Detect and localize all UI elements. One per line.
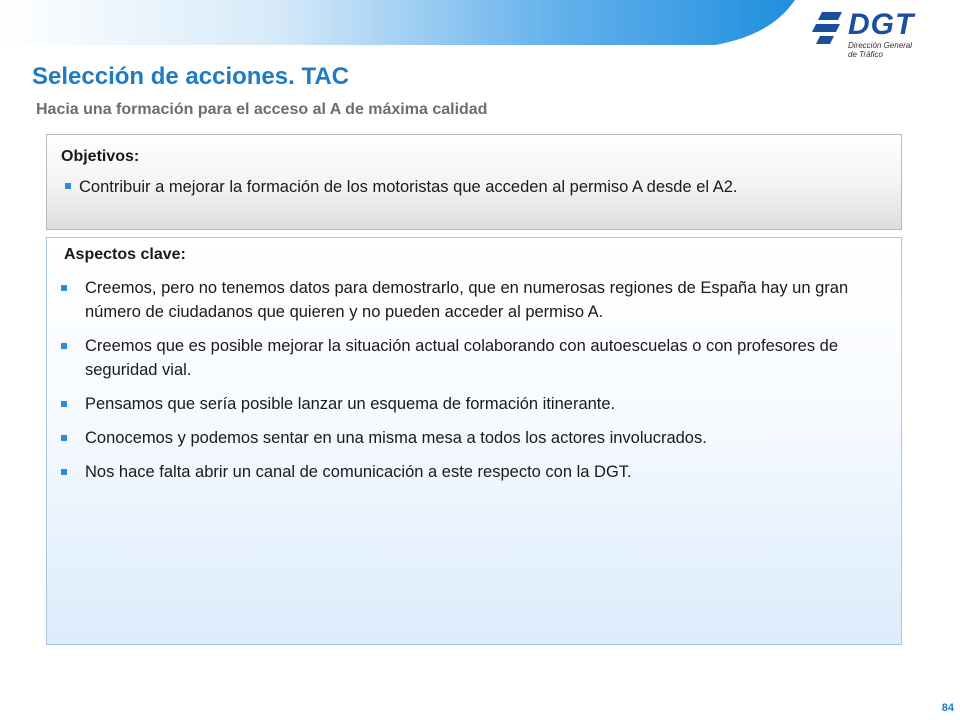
aspects-heading: Aspectos clave: [64,246,186,263]
bullet-icon [61,469,67,475]
aspects-item [61,460,891,484]
logo-subtitle [848,41,912,59]
aspects-item-text: Pensamos que sería posible lanzar un esquema de formación itinerante. [85,395,616,413]
bullet-icon [61,343,67,349]
objectives-item-text: Contribuir a mejorar la formación de los motoristas que acceden al permiso A desde el A2. [79,178,738,196]
objectives-heading: Objetivos: [61,148,140,165]
aspects-item-text: Creemos, pero no tenemos datos para demostrarlo, que en numerosas regiones de España hay un gran número de ciudadanos que quieren y no pueden acceder al permiso A. [85,279,849,321]
logo-text: DGT [848,8,915,41]
bullet-icon [61,285,67,291]
aspects-item [61,426,891,450]
aspects-item [61,276,891,324]
dgt-logo [812,6,958,62]
aspects-item-text: Creemos que es posible mejorar la situación actual colaborando con autoescuelas o con profesores de seguridad vial. [85,337,839,379]
logo-subtitle-line-2: de Tráfico [848,50,883,59]
logo-subtitle-line-1: Dirección General [848,41,913,50]
page-number: 84 [941,702,954,714]
aspects-list [61,276,891,494]
bullet-icon [65,183,71,189]
aspects-item [61,334,891,382]
bullet-icon [61,435,67,441]
bullet-icon [61,401,67,407]
slide-title: Selección de acciones. TAC [32,63,350,90]
aspects-item-text: Nos hace falta abrir un canal de comunicación a este respecto con la DGT. [85,463,632,481]
aspects-box [46,237,902,645]
slide-subtitle: Hacia una formación para el acceso al A de máxima calidad [36,101,488,118]
aspects-item [61,392,891,416]
objectives-item [65,175,895,199]
dgt-emblem-icon [812,10,846,52]
objectives-box [46,134,902,230]
aspects-item-text: Conocemos y podemos sentar en una misma mesa a todos los actores involucrados. [85,429,707,447]
